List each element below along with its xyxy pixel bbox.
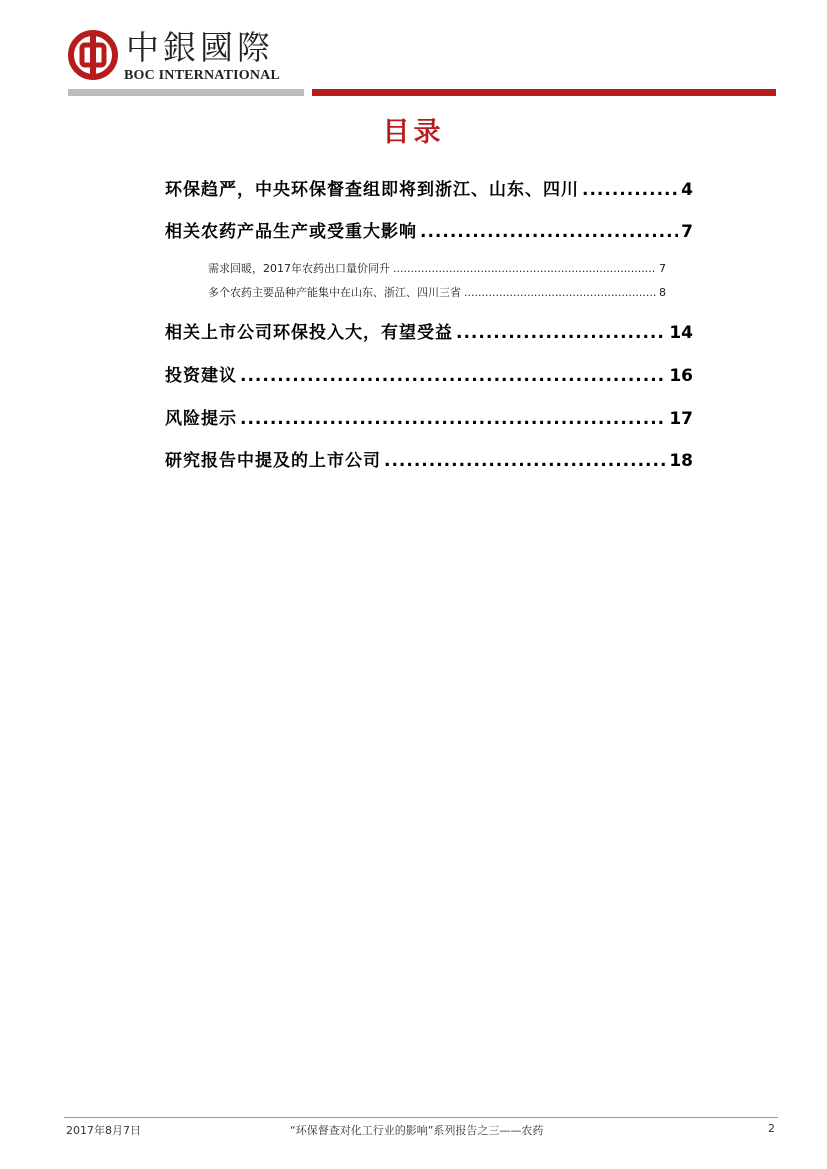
toc-entry-page: 7 — [681, 222, 693, 242]
toc-leader-dots — [393, 262, 656, 275]
toc-entry-text: 环保趋严，中央环保督查组即将到浙江、山东、四川 — [165, 180, 579, 200]
toc-leader-dots — [384, 451, 666, 471]
company-logo — [68, 26, 308, 88]
toc-leader-dots — [240, 409, 666, 429]
footer-rule — [64, 1117, 778, 1118]
toc-entry-page: 16 — [669, 366, 693, 386]
toc-entry-text: 投资建议 — [165, 366, 237, 386]
toc-leader-dots — [464, 286, 656, 299]
toc-leader-dots — [240, 366, 666, 386]
toc-subentry[interactable] — [208, 260, 666, 276]
toc-entry[interactable] — [165, 318, 693, 344]
toc-entry-page: 14 — [669, 323, 693, 343]
toc-entry-page: 8 — [659, 286, 666, 299]
footer-page-number: 2 — [768, 1122, 775, 1135]
toc-leader-dots — [456, 323, 666, 343]
toc-leader-dots — [420, 222, 678, 242]
toc-entry[interactable] — [165, 175, 693, 201]
toc-entry-text: 研究报告中提及的上市公司 — [165, 451, 381, 471]
toc-subentry[interactable] — [208, 284, 666, 300]
toc-entry-text: 多个农药主要品种产能集中在山东、浙江、四川三省 — [208, 286, 461, 299]
toc-entry-page: 18 — [669, 451, 693, 471]
toc-leader-dots — [582, 180, 678, 200]
toc-entry-text: 相关农药产品生产或受重大影响 — [165, 222, 417, 242]
toc-entry[interactable] — [165, 217, 693, 243]
toc-entry-page: 4 — [681, 180, 693, 200]
header-rule-grey — [68, 89, 304, 96]
logo-chinese-name: 中銀國際 — [126, 28, 274, 67]
footer-date: 2017年8月7日 — [66, 1124, 141, 1137]
footer-series-title: “环保督查对化工行业的影响”系列报告之三——农药 — [290, 1124, 544, 1137]
toc-entry-page: 7 — [659, 262, 666, 275]
toc-entry-text: 风险提示 — [165, 409, 237, 429]
toc-entry-text: 相关上市公司环保投入大，有望受益 — [165, 323, 453, 343]
toc-entry-page: 17 — [669, 409, 693, 429]
toc-entry-text: 需求回暖，2017年农药出口量价同升 — [208, 262, 390, 275]
logo-english-name: BOC INTERNATIONAL — [124, 68, 280, 83]
header-rule-red — [312, 89, 776, 96]
boc-emblem-icon — [68, 30, 118, 80]
toc-title: 目录 — [382, 117, 445, 148]
toc-entry[interactable] — [165, 446, 693, 472]
toc-entry[interactable] — [165, 361, 693, 387]
toc-entry[interactable] — [165, 404, 693, 430]
